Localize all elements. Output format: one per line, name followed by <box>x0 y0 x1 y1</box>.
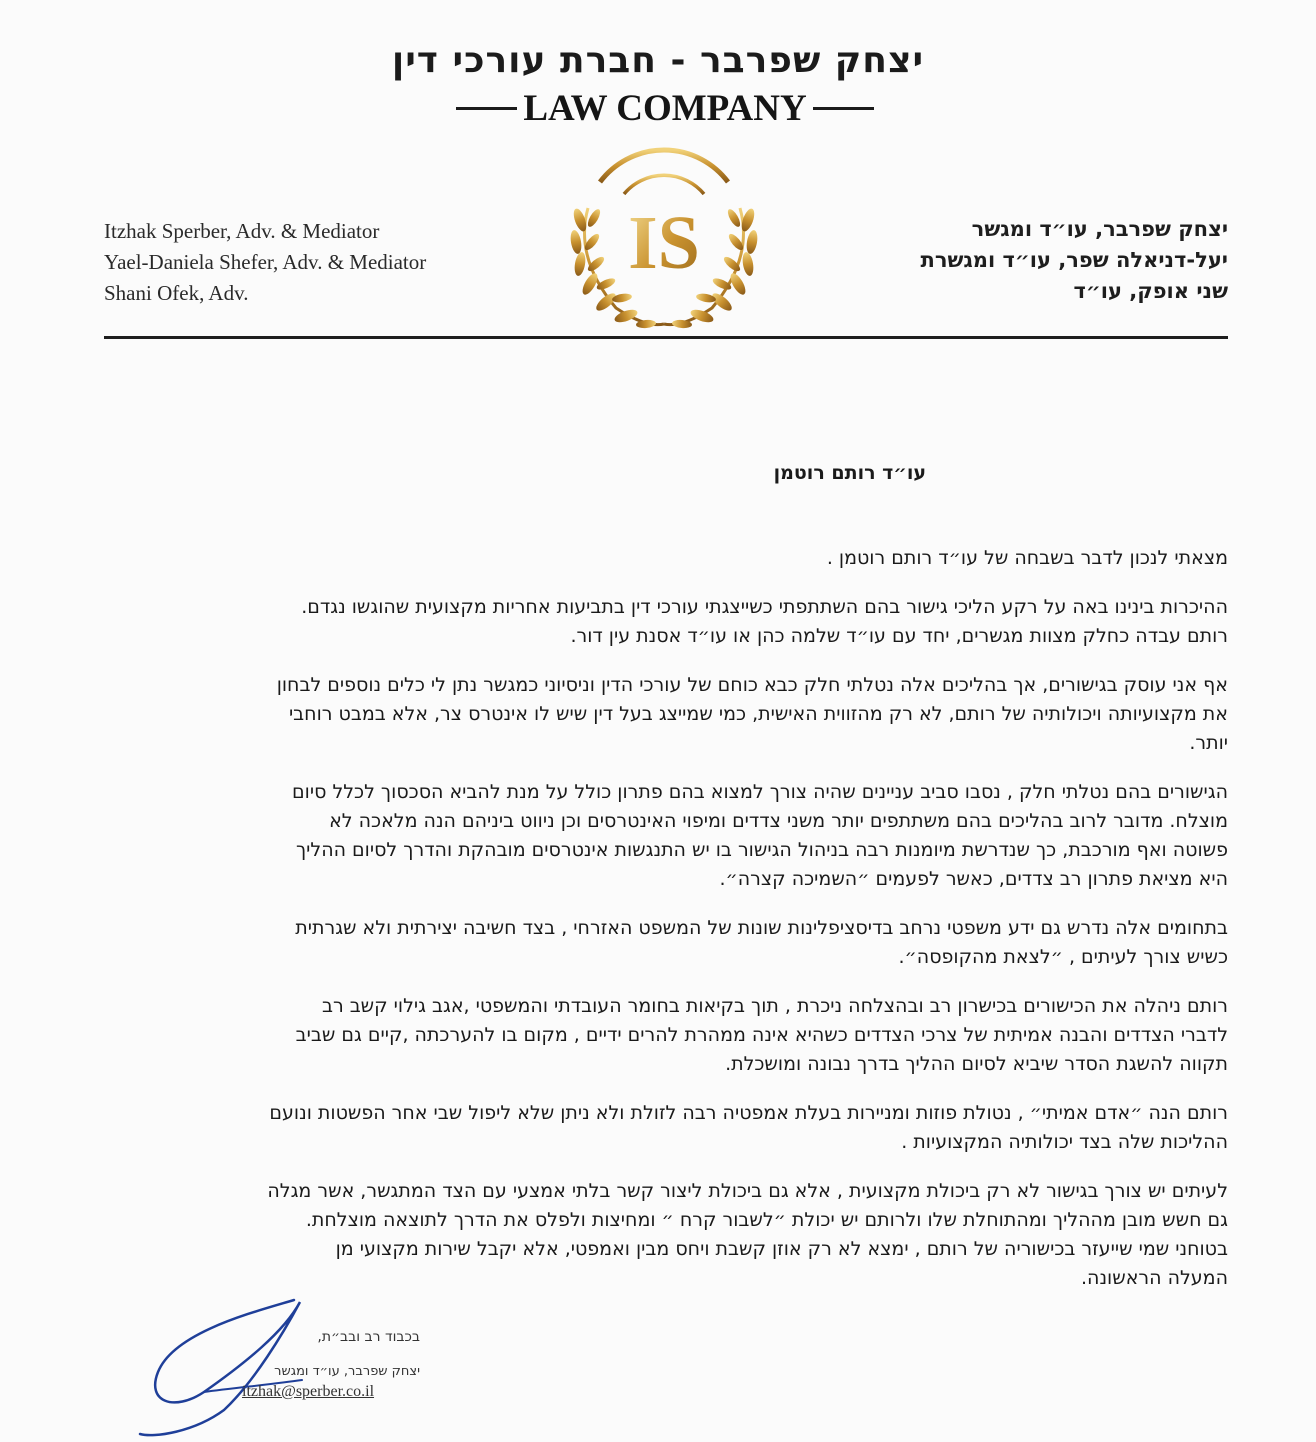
body-paragraph: בתחומים אלה נדרש גם ידע משפטי נרחב בדיסציפלינות שונות של המשפט האזרחי , בצד חשיבה יצירתית ולא שגרתית כשיש צורך לעיתים , ״לצאת מהקופסה״. <box>295 917 1228 968</box>
letterhead-hebrew-title: יצחק שפרבר - חברת עורכי דין <box>391 40 925 81</box>
partner-name-en: Itzhak Sperber, Adv. & Mediator <box>104 219 380 243</box>
signer-email-link[interactable]: itzhak@sperber.co.il <box>242 1383 375 1400</box>
body-paragraph: אף אני עוסק בגישורים, אך בהליכים אלה נטלתי חלק כבא כוחם של עורכי הדין וניסיוני כמגשר נתן לי כלים נוספים לבחון את מקצועיותה ויכולותיה של רותם, לא רק מהזווית האישית, כמי שמייצג בעל דין שיש לו אינטרס צר, אלא במבט רוחבי יותר. <box>276 674 1228 754</box>
body-paragraph: מצאתי לנכון לדבר בשבחה של עו״ד רותם רוטמן . <box>826 547 1228 569</box>
body-paragraph: רותם ניהלה את הכישורים בכישרון רב ובהצלחה ניכרת , תוך בקיאות בחומר העובדתי והמשפטי ,אגב גילוי קשב רב לדברי הצדדים והבנה אמיתית של צרכי הצדדים כשהיא אינה ממהרת להרים ידיים , מקום בו להערכתה ,קיים גם שביב תקווה להשגת הסדר שיביא לסיום ההליך בדרך נבונה ומושכלת. <box>295 995 1228 1075</box>
title-rule-left <box>456 107 517 110</box>
body-paragraph: לעיתים יש צורך בגישור לא רק ביכולת מקצועית , אלא גם ביכולת ליצור קשר בלתי אמצעי עם הצד המתגשר, אשר מגלה גם חשש מובן מההליך ומהתוחלת שלו ולרותם יש יכולת ״לשבור קרח ״ ומחיצות ולפלס את הדרך לתוצאה מוצלחת. בטוחני שמי שייעזר בכישוריה של רותם , ימצא לא רק אוזן קשבת ויחס מבין ואמפטי, אלא יקבל שירות מקצועי מן המעלה הראשונה. <box>267 1180 1228 1289</box>
letterhead-english-title-row <box>456 86 874 130</box>
title-rule-right <box>813 107 874 110</box>
letter-body <box>104 544 1228 1313</box>
body-paragraph: רותם הנה ״אדם אמיתי״ , נטולת פוזות ומניירות בעלת אמפטיה רבה לזולת ולא ניתן שלא ליפול שבי אחר הפשטות ונועם ההליכות שלה בצד יכולותיה המקצועיות . <box>269 1102 1228 1153</box>
letterhead-english-title: LAW COMPANY <box>523 87 807 129</box>
partner-name-he: יעל-דניאלה שפר, עו״ד ומגשרת <box>920 248 1228 272</box>
partner-name-he: יצחק שפרבר, עו״ד ומגשר <box>971 217 1228 241</box>
body-paragraph: הגישורים בהם נטלתי חלק , נסבו סביב עניינים שהיה צורך למצוא בהם פתרון כולל על מנת להביא הסכסוך לכלל סיום מוצלח. מדובר לרוב בהליכים בהם משתתפים יותר משני צדדים ומיפוי האינטרסים וכן ניווט ביניהם הנה מלאכה לא פשוטה ואף מורכבת, כך שנדרשת מיומנות רבה בניהול הגישור בו יש התנגשות אינטרסים מובהקת והדרך לסיום ההליך היא מציאת פתרון רב צדדים, כאשר לפעמים ״השמיכה קצרה״. <box>292 781 1228 890</box>
recipient-heading: עו״ד רותם רוטמן <box>773 462 926 484</box>
partners-list-english <box>104 216 524 309</box>
partner-name-he: שני אופק, עו״ד <box>1073 279 1228 303</box>
signature-block <box>220 1326 420 1401</box>
partner-name-en: Yael-Daniela Shefer, Adv. & Mediator <box>104 250 427 274</box>
signer-name: יצחק שפרבר, עו״ד ומגשר <box>274 1364 420 1379</box>
closing-line: בכבוד רב ובב״ת, <box>317 1329 420 1345</box>
partners-list-hebrew <box>788 214 1228 307</box>
firm-logo-laurel-emblem <box>566 138 762 334</box>
partner-name-en: Shani Ofek, Adv. <box>104 281 249 305</box>
logo-initials: IS <box>628 201 700 285</box>
body-paragraph: ההיכרות בינינו באה על רקע הליכי גישור בהם השתתפתי כשייצגתי עורכי דין בתביעות אחריות מקצועית שהוגשו נגדם. רותם עבדה כחלק מצוות מגשרים, יחד עם עו״ד שלמה כהן או עו״ד אסנת עין דור. <box>301 596 1228 647</box>
letterhead-divider <box>104 336 1228 339</box>
